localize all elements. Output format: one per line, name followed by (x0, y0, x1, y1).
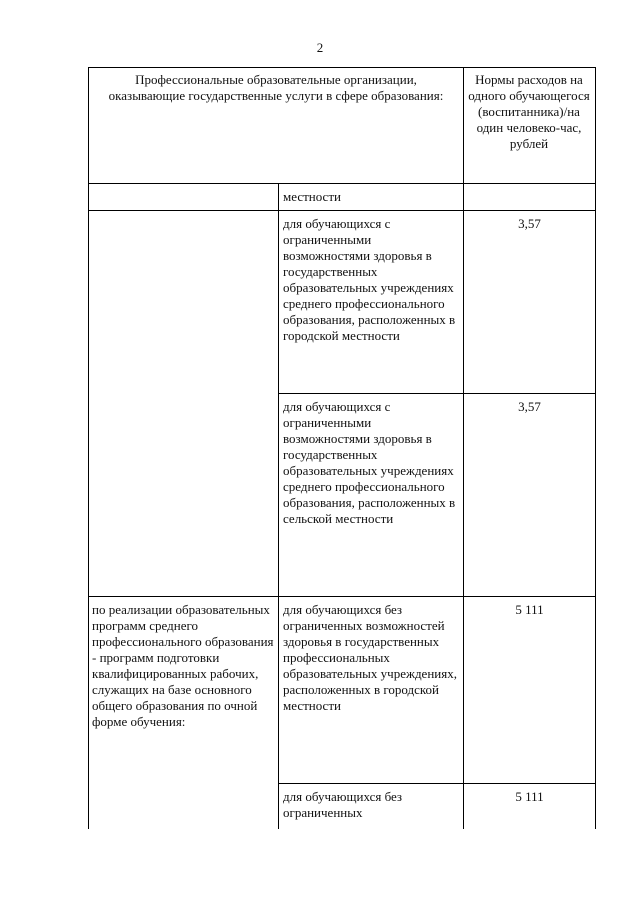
header-organizations: Профессиональные образовательные организации, оказывающие государственные услуги в сфере образования: (108, 72, 444, 103)
row-value: 5 111 (515, 602, 544, 617)
page-number: 2 (316, 40, 324, 55)
row-category: для обучающихся с ограниченными возможностями здоровья в государственных образовательных учреждениях среднего профессионального образования, расположенных в городской местности (283, 216, 456, 343)
header-divider (88, 183, 596, 184)
row-group: по реализации образовательных программ среднего профессионального образования - программ подготовки квалифицированных рабочих, служащих на базе основного общего образования по очной форме обучения: (92, 602, 274, 729)
header-norms: Нормы расходов на одного обучающегося (воспитанника)/на один человеко-час, рублей (468, 72, 590, 151)
row-divider (88, 596, 596, 597)
row-value: 5 111 (515, 789, 544, 804)
row-value: 3,57 (518, 399, 541, 414)
row-divider (278, 393, 596, 394)
row-category: для обучающихся с ограниченными возможностями здоровья в государственных образовательных учреждениях среднего профессионального образования, расположенных в сельской местности (283, 399, 456, 526)
row-category: для обучающихся без ограниченных (283, 789, 403, 820)
row-value: 3,57 (518, 216, 541, 231)
norms-table (88, 67, 596, 829)
row-category: местности (283, 189, 341, 204)
table-border-category (278, 183, 279, 829)
table-border-left (88, 67, 89, 829)
row-category: для обучающихся без ограниченных возможностей здоровья в государственных профессиональных образовательных учреждениях, расположенных в городской местности (283, 602, 457, 713)
table-border-right (595, 67, 596, 829)
row-divider (88, 210, 596, 211)
table-border-value (463, 67, 464, 829)
row-divider (278, 783, 596, 784)
table-border-top (88, 67, 596, 68)
